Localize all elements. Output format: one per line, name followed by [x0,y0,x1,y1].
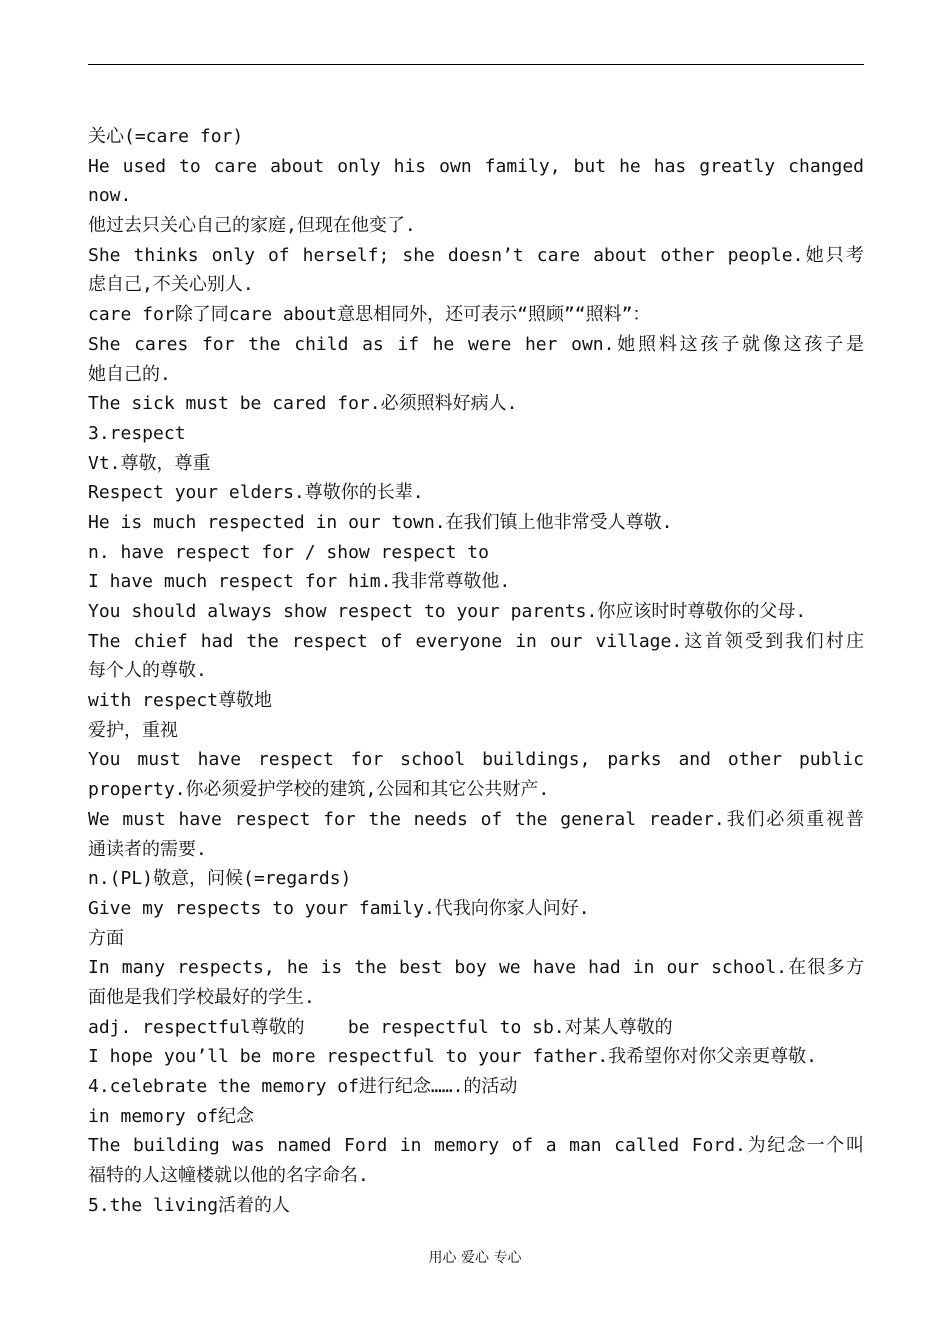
text-line: 他过去只关心自己的家庭,但现在他变了. [88,215,416,237]
text-line: now. [88,185,132,207]
text-line: property.你必须爱护学校的建筑,公园和其它公共财产. [88,779,550,801]
text-line: 关心(=care for) [88,126,244,147]
text-line: care for除了同care about意思相同外，还可表示“照顾”“照料”： [88,304,651,326]
text-line: The building was named Ford in memory of a man called Ford.为纪念一个叫 [88,1135,864,1157]
text-line: Vt.尊敬，尊重 [88,452,211,474]
text-line: 她自己的. [88,363,171,385]
section-heading: 4.celebrate the memory of进行纪念…….的活动 [88,1076,518,1097]
text-line: He is much respected in our town.在我们镇上他非常受人尊敬. [88,511,673,533]
text-line: 福特的人这幢楼就以他的名字命名. [88,1165,369,1187]
text-line: n.(PL)敬意，问候(=regards) [88,868,352,890]
text-line: The sick must be cared for.必须照料好病人. [88,393,518,415]
text-line: You must have respect for school buildings, parks and other public [88,749,864,771]
text-line: The chief had the respect of everyone in our village.这首领受到我们村庄 [88,630,864,652]
text-line: 通读者的需要. [88,838,207,860]
text-line: She thinks only of herself; she doesn’t care about other people.她只考 [88,244,864,266]
text-line: In many respects, he is the best boy we have had in our school.在很多方 [88,957,864,979]
section-heading: 5.the living活着的人 [88,1194,291,1216]
text-line: I have much respect for him.我非常尊敬他. [88,571,511,593]
section-heading: 3.respect [88,422,186,444]
text-line: Respect your elders.尊敬你的长辈. [88,482,424,504]
text-line: I hope you’ll be more respectful to your father.我希望你对你父亲更尊敬. [88,1046,818,1068]
text-line: 方面 [88,927,124,949]
text-line: 面他是我们学校最好的学生. [88,986,315,1008]
text-line: You should always show respect to your parents.你应该时时尊敬你的父母. [88,601,807,622]
page-footer: 用心 爱心 专心 [428,1250,522,1266]
text-line: 虑自己,不关心别人. [88,274,254,296]
document-body [88,122,864,1220]
text-line: 爱护，重视 [88,719,178,741]
text-line: He used to care about only his own family, but he has greatly changed [88,155,864,177]
text-line: 每个人的尊敬. [88,660,207,682]
text-line: with respect尊敬地 [88,690,273,712]
text-line: n. have respect for / show respect to [88,541,489,563]
text-line: Give my respects to your family.代我向你家人问好. [88,897,590,919]
header-rule [88,64,864,65]
text-line: She cares for the child as if he were her own.她照料这孩子就像这孩子是 [88,333,864,355]
text-line: adj. respectful尊敬的 be respectful to sb.对某人尊敬的 [88,1016,673,1038]
text-line: in memory of纪念 [88,1105,255,1127]
text-line: We must have respect for the needs of the general reader.我们必须重视普 [88,808,864,830]
